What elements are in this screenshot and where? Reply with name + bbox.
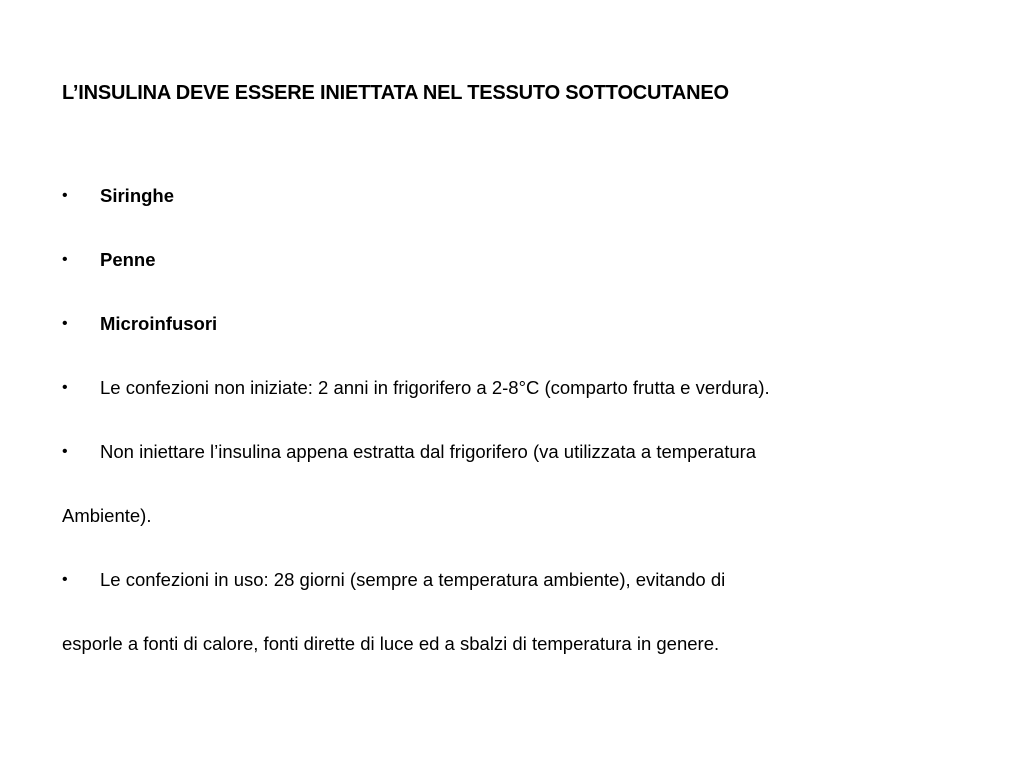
bullet-icon: • [62, 443, 68, 460]
bullet-icon: • [62, 315, 68, 332]
bullet-icon: • [62, 571, 68, 588]
bullet-text: Non iniettare l’insulina appena estratta dal frigorifero (va utilizzata a temperatura [100, 441, 757, 462]
slide-title: L’INSULINA DEVE ESSERE INIETTATA NEL TESSUTO SOTTOCUTANEO [62, 82, 729, 104]
bullet-icon: • [62, 187, 68, 204]
bullet-text: Le confezioni in uso: 28 giorni (sempre a temperatura ambiente), evitando di [100, 569, 726, 590]
bullet-continuation-text: esporle a fonti di calore, fonti dirette di luce ed a sbalzi di temperatura in genere. [62, 633, 720, 654]
bullet-icon: • [62, 379, 68, 396]
bullet-text: Siringhe [100, 185, 175, 206]
bullet-text: Le confezioni non iniziate: 2 anni in frigorifero a 2-8°C (comparto frutta e verdura). [100, 377, 770, 398]
bullet-text: Microinfusori [100, 313, 218, 334]
bullet-icon: • [62, 251, 68, 268]
bullet-text: Penne [100, 249, 156, 270]
bullet-continuation-text: Ambiente). [62, 505, 152, 526]
